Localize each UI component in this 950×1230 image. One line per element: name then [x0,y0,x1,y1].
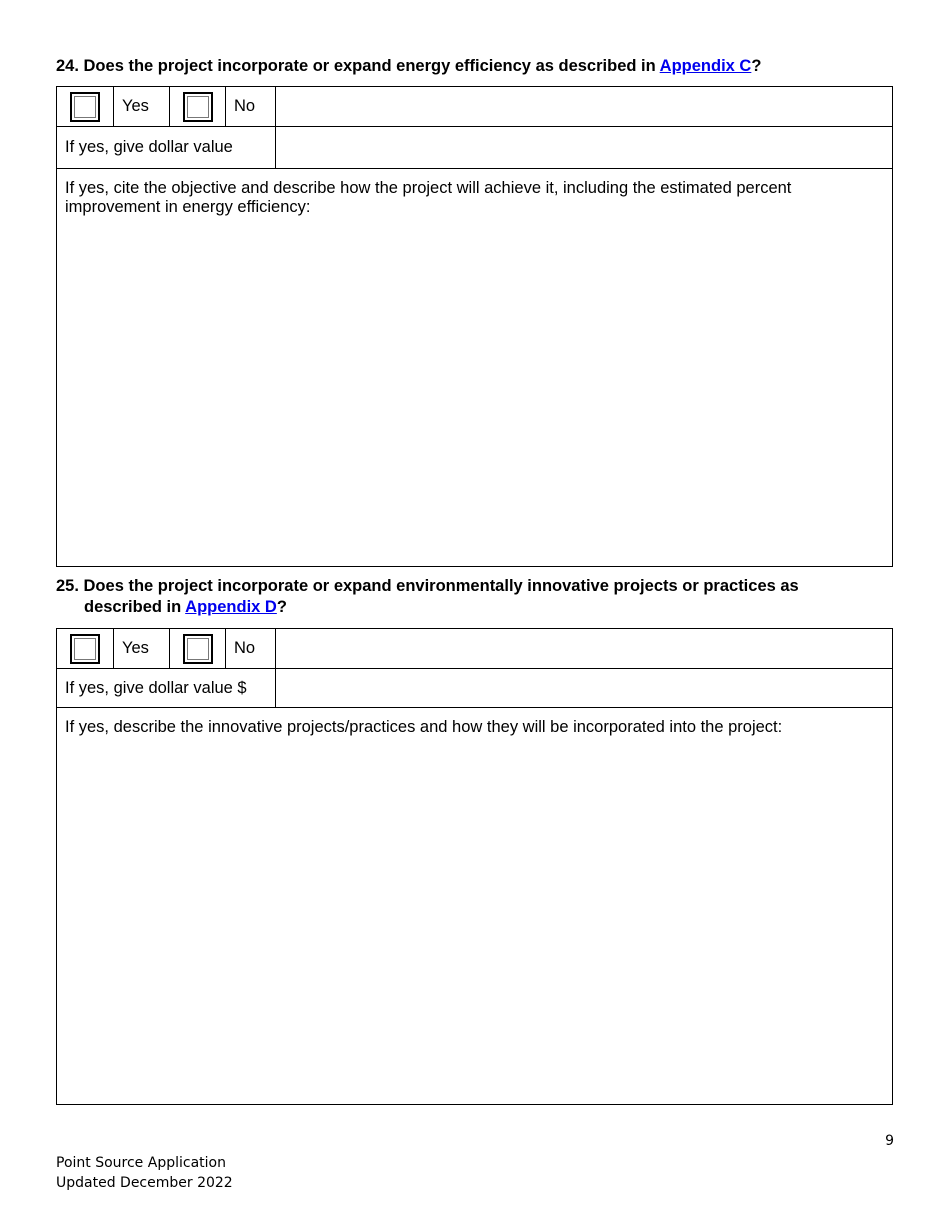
q25-no-checkbox-cell [169,629,225,668]
q24-no-checkbox[interactable] [183,92,213,122]
q24-title [56,56,876,77]
q24-yes-checkbox[interactable] [70,92,100,122]
q25-title-line2 [56,597,876,618]
q25-yes-no-row [57,629,892,669]
q25-no-checkbox[interactable] [183,634,213,664]
q24-description-field[interactable] [57,169,892,566]
q24-no-label: No [225,87,275,126]
q25-yes-checkbox[interactable] [70,634,100,664]
q24-description-prompt: If yes, cite the objective and describe how the project will achieve it, including the estimated percent improvement in energy efficiency: [65,179,792,216]
appendix-d-link[interactable]: Appendix D [185,598,277,616]
q25-title [56,576,876,618]
q25-yes-label: Yes [113,629,169,668]
q25-form-table [56,628,893,1105]
footer-title: Point Source Application [56,1155,226,1171]
q24-dollar-row [57,127,892,169]
q25-blank-cell [275,629,892,668]
q24-dollar-label: If yes, give dollar value [65,138,233,156]
q25-title-prefix: described in [84,598,186,616]
q24-yes-no-row [57,87,892,127]
q24-no-checkbox-cell [169,87,225,126]
q25-dollar-label: If yes, give dollar value $ [65,678,247,697]
q25-no-label: No [225,629,275,668]
q24-dollar-field[interactable] [275,127,892,168]
q24-blank-cell [275,87,892,126]
q25-title-suffix: ? [276,598,287,616]
page-number: 9 [885,1133,894,1149]
q25-description-field[interactable] [57,708,892,1104]
appendix-c-link[interactable]: Appendix C [659,57,752,75]
q24-yes-checkbox-cell [57,87,113,126]
q24-form-table [56,86,893,567]
q25-yes-checkbox-cell [57,629,113,668]
q25-dollar-field[interactable] [275,669,892,707]
q25-dollar-row [57,669,892,708]
q24-yes-label: Yes [113,87,169,126]
footer-updated: Updated December 2022 [56,1175,233,1191]
footer [56,1153,233,1193]
q25-description-prompt: If yes, describe the innovative projects/practices and how they will be incorporated into the project: [65,718,783,736]
q24-title-text: 24. Does the project incorporate or expand energy efficiency as described in [56,57,660,75]
q25-title-line1: 25. Does the project incorporate or expand environmentally innovative projects or practices as [56,577,799,595]
q24-title-suffix: ? [751,57,762,75]
